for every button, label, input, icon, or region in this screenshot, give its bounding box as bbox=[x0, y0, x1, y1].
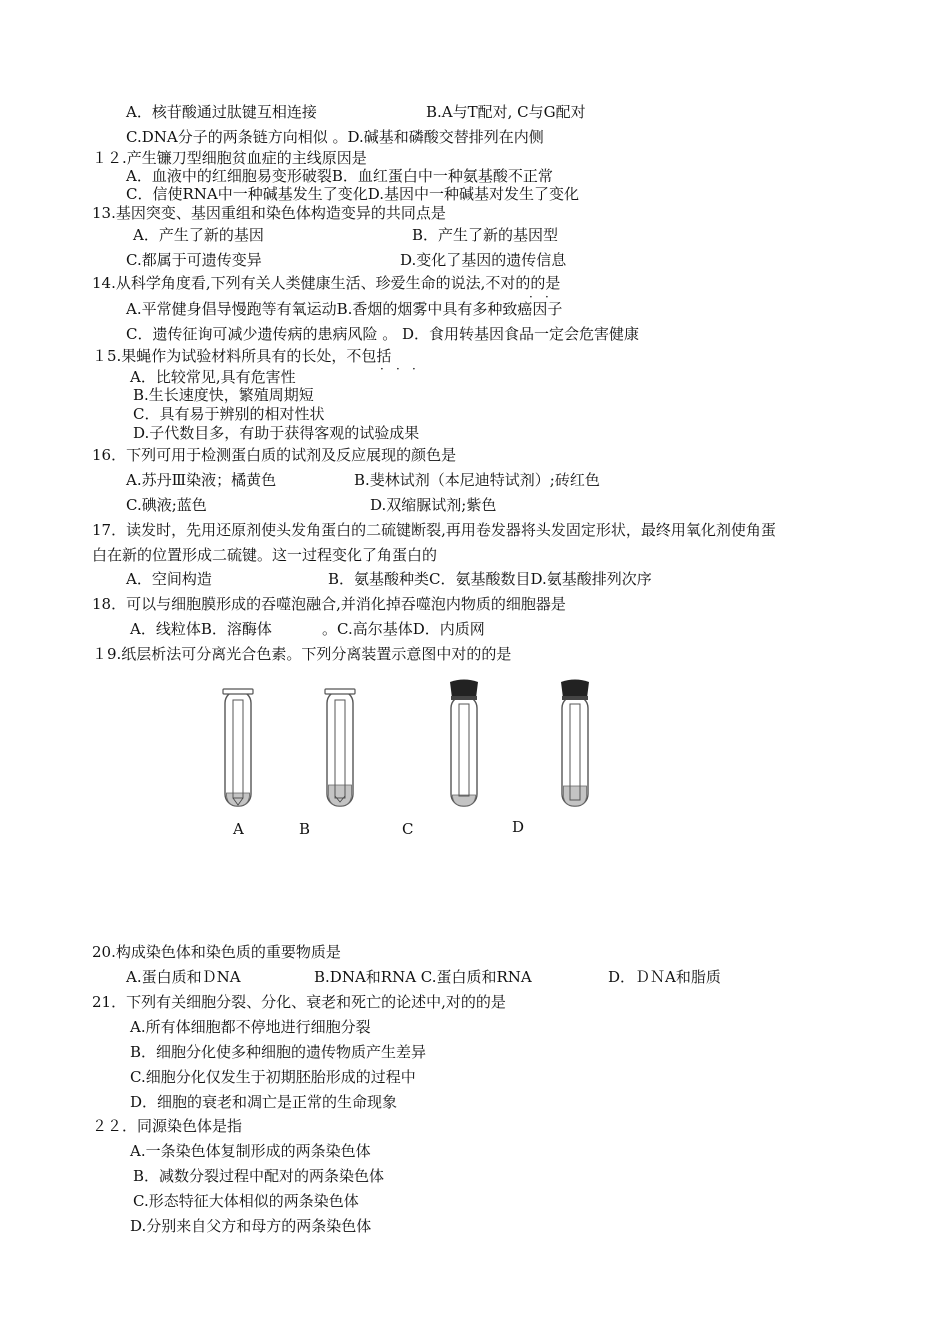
tube-label-b: B bbox=[299, 820, 311, 838]
tube-c bbox=[450, 680, 478, 807]
q16-option-a: A.苏丹Ⅲ染液；橘黄色 bbox=[126, 471, 277, 489]
q11-options-cd: C.DNA分子的两条链方向相似 。D.碱基和磷酸交替排列在内侧 bbox=[126, 128, 544, 146]
q21-stem: 21．下列有关细胞分裂、分化、衰老和死亡的论述中,对的的是 bbox=[92, 993, 506, 1011]
emphasis-dot: · bbox=[412, 362, 416, 376]
chromatography-tubes-figure bbox=[215, 678, 615, 818]
emphasis-dot: · bbox=[529, 290, 533, 304]
q21-option-a: A.所有体细胞都不停地进行细胞分裂 bbox=[130, 1018, 371, 1036]
q18-options-cd: 。C.高尔基体D．内质网 bbox=[322, 620, 485, 638]
q12-stem: １２.产生镰刀型细胞贫血症的主线原因是 bbox=[92, 149, 367, 167]
q19-stem: １9.纸层析法可分离光合色素。下列分离装置示意图中对的的是 bbox=[92, 645, 512, 663]
q15-option-b: B.生长速度快，繁殖周期短 bbox=[133, 386, 314, 404]
q18-stem: 18．可以与细胞膜形成的吞噬泡融合,并消化掉吞噬泡内物质的细胞器是 bbox=[92, 595, 566, 613]
q20-option-a: A.蛋白质和ＤNA bbox=[126, 968, 241, 986]
q20-options-bc: B.DNA和RNA C.蛋白质和RNA bbox=[314, 968, 532, 986]
q20-option-d: D．ＤＮA和脂质 bbox=[608, 968, 721, 986]
q22-option-b: B．减数分裂过程中配对的两条染色体 bbox=[133, 1167, 385, 1185]
q14-options-ab: A.平常健身倡导慢跑等有氧运动B.香烟的烟雾中具有多种致癌因子 bbox=[126, 300, 563, 318]
tube-d bbox=[561, 680, 589, 807]
q15-option-d: D.子代数目多，有助于获得客观的试验成果 bbox=[133, 424, 420, 442]
q21-option-d: D．细胞的衰老和凋亡是正常的生命现象 bbox=[130, 1093, 398, 1111]
q11-option-b: B.A与T配对, C与G配对 bbox=[426, 103, 586, 121]
q18-options-ab: A．线粒体B．溶酶体 bbox=[130, 620, 272, 638]
q21-option-b: B．细胞分化使多种细胞的遗传物质产生差异 bbox=[130, 1043, 427, 1061]
q15-option-a: A．比较常见,具有危害性 bbox=[130, 368, 296, 386]
q14-options-cd: C．遗传征询可减少遗传病的患病风险 。 D．食用转基因食品一定会危害健康 bbox=[126, 325, 640, 343]
q16-option-c: C.碘液;蓝色 bbox=[126, 496, 207, 514]
q21-option-c: C.细胞分化仅发生于初期胚胎形成的过程中 bbox=[130, 1068, 416, 1086]
q12-options-cd: C．信使RNA中一种碱基发生了变化D.基因中一种碱基对发生了变化 bbox=[126, 185, 579, 203]
q16-stem: 16．下列可用于检测蛋白质的试剂及反应展现的颜色是 bbox=[92, 446, 457, 464]
q20-stem: 20.构成染色体和染色质的重要物质是 bbox=[92, 943, 341, 961]
q14-stem: 14.从科学角度看,下列有关人类健康生活、珍爱生命的说法,不对的的是 bbox=[92, 274, 561, 292]
q15-option-c: C．具有易于辨别的相对性状 bbox=[133, 405, 325, 423]
q13-stem: 13.基因突变、基因重组和染色体构造变异的共同点是 bbox=[92, 204, 446, 222]
q22-stem: ２２．同源染色体是指 bbox=[92, 1117, 243, 1135]
tube-a bbox=[223, 689, 253, 806]
emphasis-dot: · bbox=[380, 362, 384, 376]
tube-label-d: D bbox=[512, 818, 525, 836]
q13-option-b: B．产生了新的基因型 bbox=[412, 226, 559, 244]
tube-label-a: A bbox=[233, 820, 244, 838]
q13-option-a: A．产生了新的基因 bbox=[133, 226, 264, 244]
q17-stem: 17．读发时，先用还原剂使头发角蛋白的二硫键断裂,再用卷发器将头发固定形状，最终用氧化剂使角蛋 bbox=[92, 521, 776, 539]
q15-stem: １5.果蝇作为试验材料所具有的长处，不包括 bbox=[92, 347, 392, 365]
q22-option-c: C.形态特征大体相似的两条染色体 bbox=[133, 1192, 359, 1210]
tube-label-c: C bbox=[402, 820, 414, 838]
q12-options-ab: A．血液中的红细胞易变形破裂B．血红蛋白中一种氨基酸不正常 bbox=[126, 167, 553, 185]
q22-option-d: D.分别来自父方和母方的两条染色体 bbox=[130, 1217, 372, 1235]
q13-option-c: C.都属于可遗传变异 bbox=[126, 251, 262, 269]
q13-option-d: D.变化了基因的遗传信息 bbox=[400, 251, 567, 269]
q17-options-bcd: B．氨基酸种类C．氨基酸数目D.氨基酸排列次序 bbox=[328, 570, 652, 588]
tube-b bbox=[325, 689, 355, 806]
q17-stem-cont: 白在新的位置形成二硫键。这一过程变化了角蛋白的 bbox=[92, 546, 438, 564]
q17-option-a: A．空间构造 bbox=[126, 570, 212, 588]
emphasis-dot: · bbox=[396, 362, 400, 376]
q22-option-a: A.一条染色体复制形成的两条染色体 bbox=[130, 1142, 371, 1160]
q11-option-a: A．核苷酸通过肽键互相连接 bbox=[126, 103, 317, 121]
q16-option-d: D.双缩脲试剂;紫色 bbox=[370, 496, 497, 514]
emphasis-dot: · bbox=[545, 290, 549, 304]
q16-option-b: B.斐林试剂（本尼迪特试剂）;砖红色 bbox=[354, 471, 600, 489]
